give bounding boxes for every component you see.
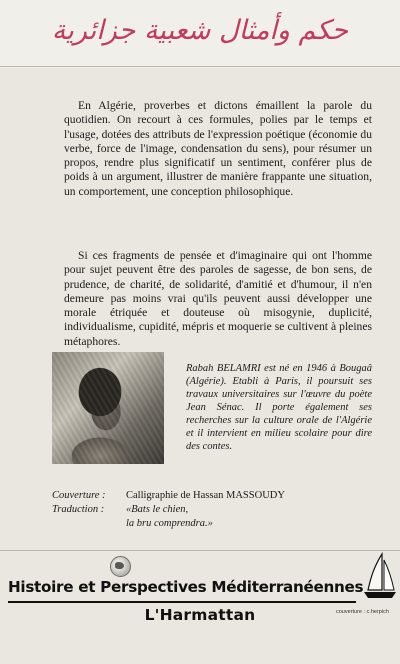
cover-label: Couverture : bbox=[52, 490, 106, 501]
sailboat-icon bbox=[362, 552, 396, 602]
cover-designer-credit: couverture : c.herpich bbox=[336, 609, 389, 615]
arabic-calligraphy-title: حكم وأمثال شعبية جزائرية bbox=[51, 15, 349, 46]
author-bio bbox=[186, 362, 372, 453]
translation-label: Traduction : bbox=[52, 504, 105, 515]
author-photo bbox=[52, 352, 164, 464]
series-title: Histoire et Perspectives Méditerranéennes bbox=[8, 578, 364, 596]
blurb-paragraph-2: Si ces fragments de pensée et d'imaginaire qui ont l'homme pour sujet peuvent être des paroles de sagesse, de bon sens, de prudence, de charité, de solidarité, d'amitié et d'humour, il n'en demeure pas moins vrai qu'ils peuvent aussi développer une morale étriquée et douteuse où misogynie, duplicité, individualisme, cupidité, mépris et moquerie se cultivent à pleines métaphores. bbox=[64, 249, 372, 348]
author-bio-text: est né en 1946 à Bougaâ (Algérie). Etabli à Paris, il poursuit ses travaux universitaires sur l'œuvre du poète Jean Sénac. Il porte également ses recherches sur la culture orale de l'Algérie et il intervient en milieu scolaire pour dire des contes. bbox=[186, 363, 373, 452]
globe-icon bbox=[110, 556, 131, 577]
translation-line-1: «Bats le chien, bbox=[126, 504, 189, 515]
footer-divider bbox=[0, 550, 400, 551]
photo-texture bbox=[52, 352, 164, 464]
publisher-name: L'Harmattan bbox=[144, 606, 256, 624]
cover-value: Calligraphie de Hassan MASSOUDY bbox=[126, 490, 285, 501]
credits-block bbox=[52, 489, 372, 531]
translation-line-2: la bru comprendra.» bbox=[126, 518, 213, 529]
header-divider bbox=[0, 66, 400, 67]
blurb-paragraph-1: En Algérie, proverbes et dictons émaillent la parole du quotidien. On recourt à ces formules, polies par le temps et l'usage, dotées des attributs de l'expression poétique (économie du verbe, force de l'image, condensation du sens), pour résumer un propos, rendre plus significatif un sentiment, conférer plus de poids à un argument, illustrer de manière frappante une situation, un comportement, une conception philosophique. bbox=[64, 99, 372, 198]
translation-row bbox=[52, 503, 372, 531]
author-name: Rabah BELAMRI bbox=[186, 363, 261, 374]
cover-credit-row bbox=[52, 489, 372, 503]
translation-value bbox=[126, 503, 213, 531]
series-underline bbox=[8, 601, 356, 603]
